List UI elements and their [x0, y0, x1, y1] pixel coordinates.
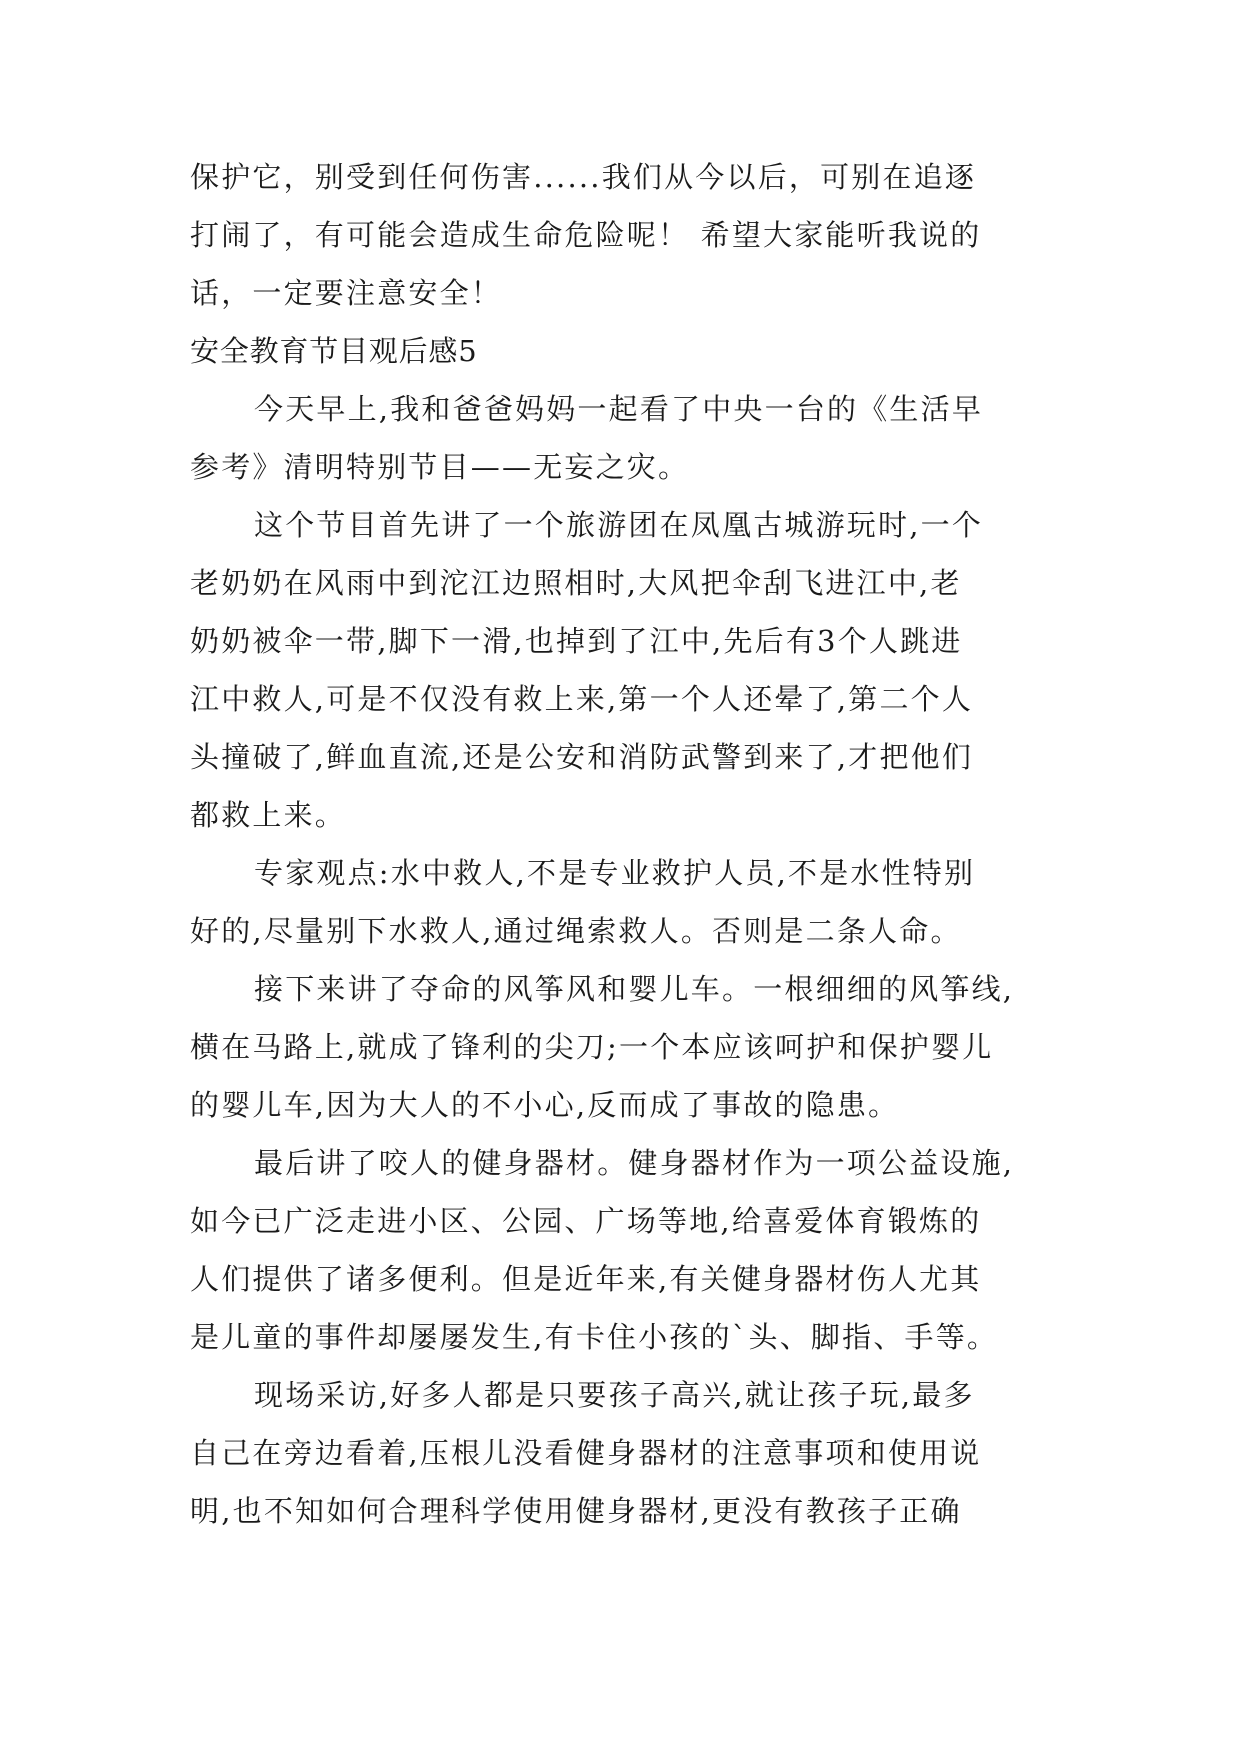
document-body	[190, 158, 1052, 1550]
text-line: 是儿童的事件却屡屡发生,有卡住小孩的`头、脚指、手等。	[190, 1320, 999, 1354]
paragraph-first-line: 接下来讲了夺命的风筝风和婴儿车。一根细细的风筝线,	[254, 972, 1015, 1006]
text-line: 都救上来。	[190, 798, 347, 832]
paragraph-first-line: 最后讲了咬人的健身器材。健身器材作为一项公益设施,	[254, 1146, 1015, 1180]
text-line: 自己在旁边看着,压根儿没看健身器材的注意事项和使用说	[190, 1436, 982, 1470]
text-line: 打闹了，有可能会造成生命危险呢！ 希望大家能听我说的	[190, 218, 982, 252]
text-line: 如今已广泛走进小区、公园、广场等地,给喜爱体育锻炼的	[190, 1204, 982, 1238]
text-line: 明,也不知如何合理科学使用健身器材,更没有教孩子正确	[190, 1494, 962, 1528]
text-line: 江中救人,可是不仅没有救上来,第一个人还晕了,第二个人	[190, 682, 974, 716]
paragraph-first-line: 这个节目首先讲了一个旅游团在凤凰古城游玩时,一个	[254, 508, 984, 542]
text-line: 横在马路上,就成了锋利的尖刀;一个本应该呵护和保护婴儿	[190, 1030, 994, 1064]
text-line: 的婴儿车,因为大人的不小心,反而成了事故的隐患。	[190, 1088, 900, 1122]
text-line: 保护它，别受到任何伤害......我们从今以后，可别在追逐	[190, 160, 977, 194]
text-line: 奶奶被伞一带,脚下一滑,也掉到了江中,先后有3个人跳进	[190, 624, 963, 658]
paragraph-first-line: 专家观点:水中救人,不是专业救护人员,不是水性特别	[254, 856, 976, 890]
paragraph-first-line: 现场采访,好多人都是只要孩子高兴,就让孩子玩,最多	[254, 1378, 975, 1412]
text-line: 参考》清明特别节目——无妄之灾。	[190, 450, 690, 484]
text-line: 头撞破了,鲜血直流,还是公安和消防武警到来了,才把他们	[190, 740, 974, 774]
text-line: 老奶奶在风雨中到沱江边照相时,大风把伞刮飞进江中,老	[190, 566, 962, 600]
text-line: 话，一定要注意安全！	[190, 276, 503, 310]
section-heading: 安全教育节目观后感5	[190, 334, 478, 368]
text-line: 好的,尽量别下水救人,通过绳索救人。否则是二条人命。	[190, 914, 962, 948]
paragraph-first-line: 今天早上,我和爸爸妈妈一起看了中央一台的《生活早	[254, 392, 984, 426]
text-line: 人们提供了诸多便利。但是近年来,有关健身器材伤人尤其	[190, 1262, 982, 1296]
